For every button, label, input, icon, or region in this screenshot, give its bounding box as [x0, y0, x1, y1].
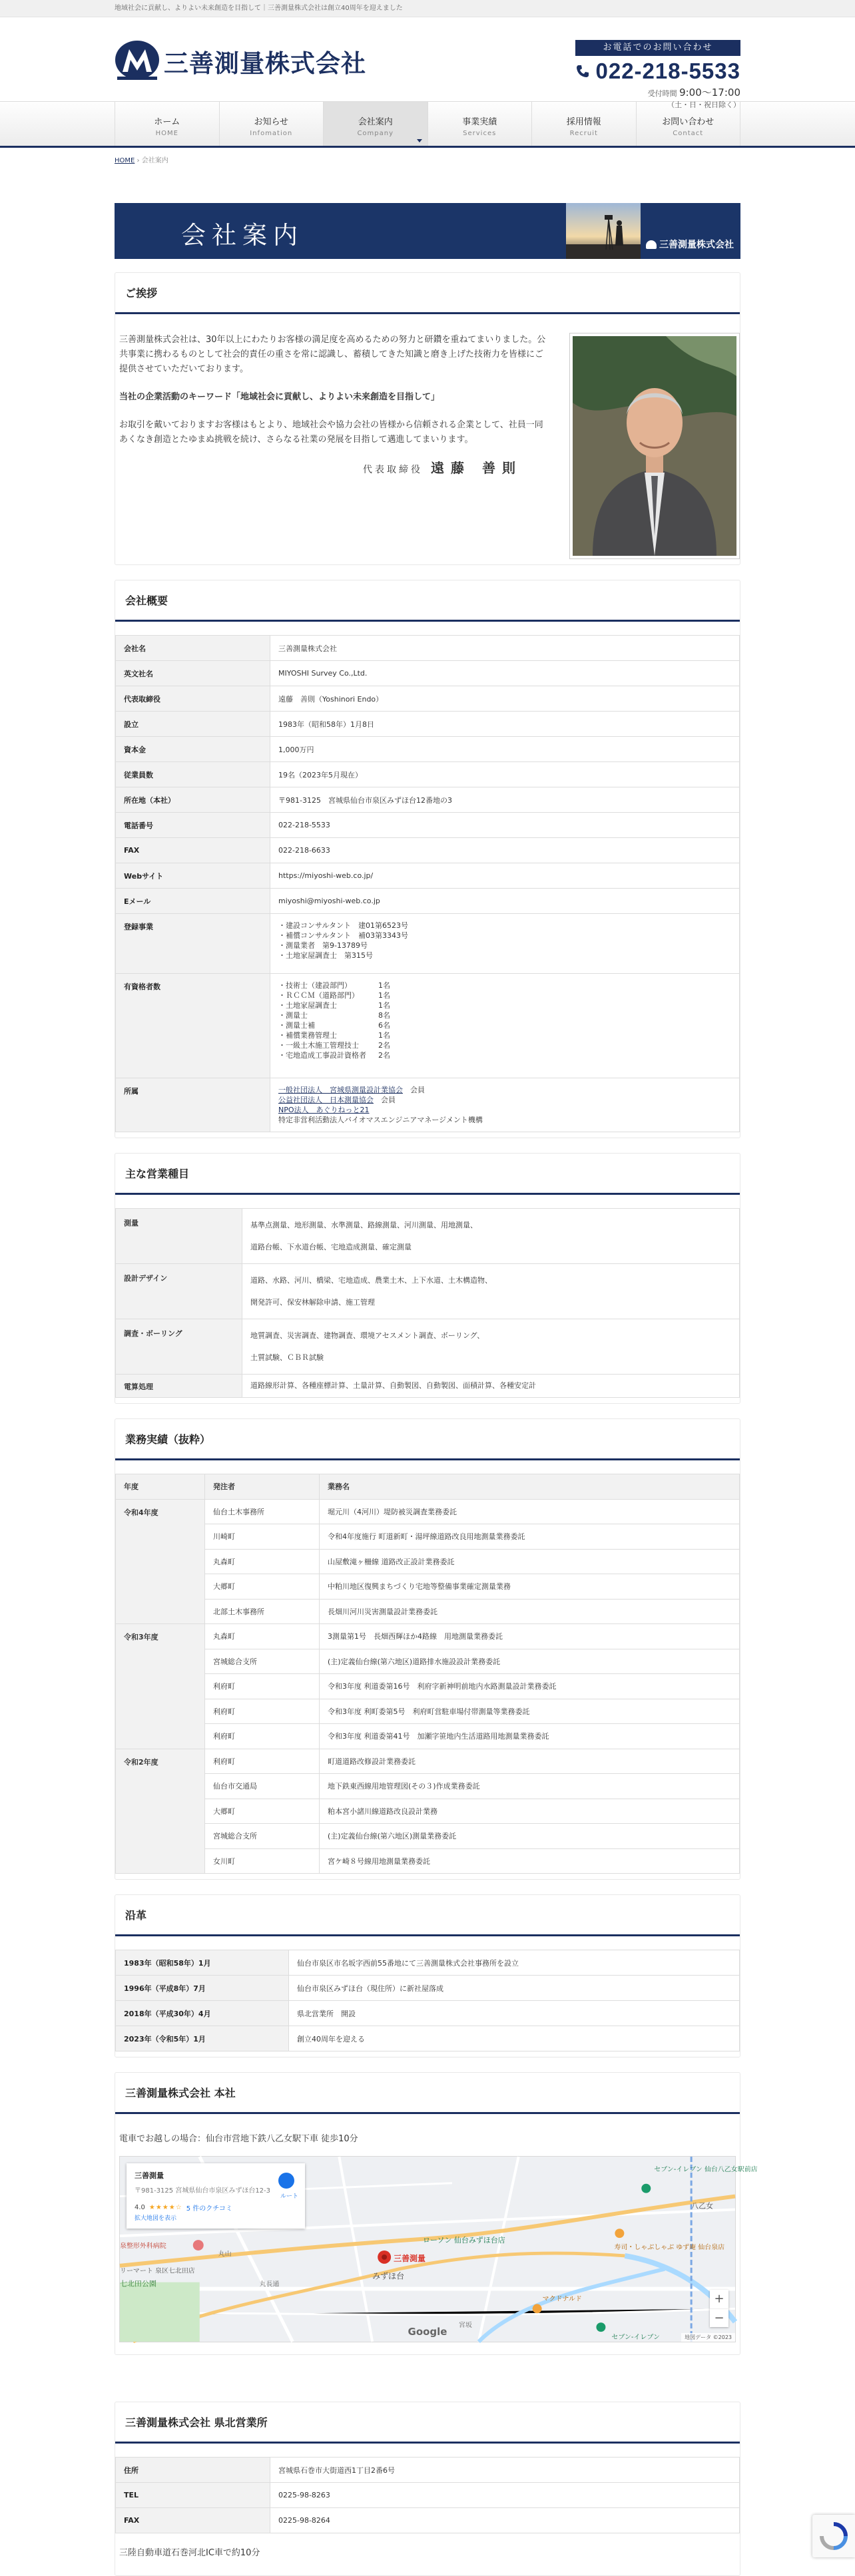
qual-count: 8名	[378, 1011, 390, 1020]
year-cell: 令和2年度	[116, 1749, 205, 1874]
row-label: 電話番号	[116, 813, 270, 838]
row-value: 1983年（昭和58年）1月8日	[270, 712, 740, 737]
column-header: 業務名	[320, 1474, 740, 1500]
table-row	[116, 1950, 740, 1976]
row-value: 0225-98-8264	[270, 2508, 740, 2533]
hours-note: （土・日・祝日除く）	[667, 101, 740, 109]
map-credit: 地図データ ©2023	[681, 2333, 735, 2342]
signature-title: 代表取締役	[363, 465, 424, 475]
work-name-cell: (主)定義仙台線(第六地区)道路排水施設設計業務委託	[320, 1649, 740, 1674]
signature-name: 遠藤 善則	[431, 460, 522, 476]
overview-section	[115, 580, 740, 1138]
list-item: ・土地家屋調査士 第315号	[278, 951, 373, 960]
nav-label: お問い合わせ	[662, 117, 714, 127]
list-item: ・測量業者 第9-13789号	[278, 941, 368, 950]
table-header-row	[116, 1474, 740, 1500]
column-header: 発注者	[205, 1474, 320, 1500]
nav-home[interactable]	[115, 102, 219, 146]
row-label: 英文社名	[116, 661, 270, 686]
row-value	[242, 1264, 740, 1319]
view-larger-map-link[interactable]: 拡大地図を表示	[135, 2215, 177, 2222]
map-label-mizuho: みずほ台	[372, 2271, 405, 2281]
table-row	[116, 813, 740, 838]
business-table	[115, 1208, 740, 1398]
table-row	[116, 787, 740, 813]
membership-suffix: 会員	[403, 1086, 425, 1094]
qual-name: ・技術士（建設部門）	[278, 981, 352, 990]
association-link[interactable]: 公益社団法人 日本測量協会	[278, 1096, 374, 1104]
business-section	[115, 1153, 740, 1404]
qual-name: ・測量士補	[278, 1021, 315, 1030]
work-name-cell: 令和4年度施行 町道新町・湯坪線道路改良用地測量業務委託	[320, 1524, 740, 1550]
year-cell: 令和4年度	[116, 1499, 205, 1624]
nav-label: お知らせ	[254, 117, 289, 127]
greeting-paragraph: 三善測量株式会社は、30年以上にわたりお客様の満足度を高めるための努力と研鑽を重ねてまいりました。公共事業に携わるものとして社会的責任の重さを常に認識し、蓄積してきた知識と磨き上げた技術力を皆様にご提供させていただいております。	[119, 335, 546, 374]
row-value: 1,000万円	[270, 737, 740, 762]
row-label: 登録事業	[116, 914, 270, 974]
access-note: 電車でお越しの場合：仙台市営地下鉄八乙女駅下車 徒歩10分	[119, 2134, 358, 2144]
active-indicator-icon	[417, 139, 422, 142]
client-cell: 利府町	[205, 1699, 320, 1724]
map-label-uchi: 宮坂	[458, 2322, 472, 2330]
table-row	[116, 1649, 740, 1674]
client-cell: 仙台土木事務所	[205, 1499, 320, 1524]
table-row	[116, 1524, 740, 1550]
table-row	[116, 1674, 740, 1699]
banner-logo	[646, 238, 734, 251]
row-label: 所属	[116, 1078, 270, 1132]
nav-label: ホーム	[154, 117, 180, 127]
membership-suffix: 会員	[374, 1096, 396, 1104]
list-item	[278, 1030, 731, 1040]
row-value	[242, 1319, 740, 1375]
work-name-cell: 令和3年度 利道委第16号 利府字新神明前地内水路測量設計業務委託	[320, 1674, 740, 1699]
route-icon[interactable]	[278, 2173, 294, 2189]
column-header: 年度	[116, 1474, 205, 1500]
list-item	[278, 1000, 731, 1010]
row-label: 設立	[116, 712, 270, 737]
list-item	[278, 990, 731, 1000]
row-value: 三善測量株式会社	[270, 636, 740, 661]
table-row	[116, 1749, 740, 1774]
qual-count: 2名	[378, 1051, 390, 1060]
work-name-cell: 粕本宮小諸川線道路改良設計業務	[320, 1799, 740, 1824]
history-date: 2018年（平成30年）4月	[116, 2001, 289, 2026]
site-header	[115, 17, 740, 109]
north-office-section	[115, 2402, 740, 2576]
row-label: Eメール	[116, 889, 270, 914]
nav-recruit[interactable]	[531, 102, 636, 146]
row-value: 遠藤 善則（Yoshinori Endo）	[270, 686, 740, 712]
client-cell: 大郷町	[205, 1574, 320, 1600]
list-item	[278, 1020, 731, 1030]
row-value: 0225-98-8263	[270, 2483, 740, 2508]
zoom-controls	[710, 2290, 728, 2327]
client-cell: 仙台市交通局	[205, 1774, 320, 1799]
north-office-access: 三陸自動車道石巻河北IC車で約10分	[119, 2548, 260, 2558]
qual-name: ・ＲＣＣＭ（道路部門）	[278, 991, 359, 1000]
history-date: 1983年（昭和58年）1月	[116, 1950, 289, 1976]
row-label: TEL	[116, 2483, 270, 2508]
row-label: 資本金	[116, 737, 270, 762]
qual-name: ・土地家屋調査士	[278, 1001, 337, 1010]
work-name-cell: 地下鉄東西線用地管理図(その３)作成業務委託	[320, 1774, 740, 1799]
history-table	[115, 1950, 740, 2051]
nav-contact[interactable]	[636, 102, 741, 146]
list-item: ・補償コンサルタント 補03第3343号	[278, 931, 409, 940]
phone-icon	[575, 64, 590, 79]
nav-label: 会社案内	[358, 117, 393, 127]
table-row	[116, 1824, 740, 1849]
top-bar	[0, 0, 855, 17]
qual-count: 6名	[378, 1021, 390, 1030]
header-contact	[575, 40, 740, 110]
business-line: 道路線形計算、各種座標計算、土量計算、自動製図、自動製図、面積計算、各種安定計	[250, 1381, 536, 1390]
hours-label: 受付時間	[647, 89, 677, 98]
client-cell: 丸森町	[205, 1549, 320, 1574]
header-tel[interactable]	[575, 59, 740, 84]
nav-sublabel: Company	[357, 130, 394, 137]
client-cell: 北部土木事務所	[205, 1599, 320, 1624]
map-place-card	[127, 2163, 305, 2229]
row-label: 従業員数	[116, 762, 270, 787]
business-line: 土質試験、ＣＢＲ試験	[250, 1353, 324, 1362]
work-name-cell: 令和3年度 利道委第41号 加瀬字笹地内生活道路用地測量業務委託	[320, 1724, 740, 1749]
client-cell: 大郷町	[205, 1799, 320, 1824]
year-cell: 令和3年度	[116, 1624, 205, 1749]
client-cell: 利府町	[205, 1724, 320, 1749]
qual-name: ・補償業務管理士	[278, 1031, 337, 1040]
table-row	[116, 712, 740, 737]
section-heading: 三善測量株式会社 県北営業所	[125, 2416, 268, 2429]
president-portrait	[569, 333, 740, 559]
map-label-lawson: ローソン 仙台みずほ台店	[423, 2236, 505, 2245]
qual-count: 2名	[378, 1041, 390, 1050]
list-item	[278, 1050, 731, 1060]
history-event: 仙台市泉区市名坂字西前55番地にて三善測量株式会社事務所を設立	[289, 1950, 740, 1976]
table-row	[116, 2001, 740, 2026]
list-item	[278, 1040, 731, 1050]
row-value	[242, 1375, 740, 1398]
client-cell: 宮城総合支所	[205, 1824, 320, 1849]
map-label-sushi: 寿司・しゃぶしゃぶ ゆず庵 仙台泉店	[614, 2244, 725, 2251]
banner-logo-text: 三善測量株式会社	[659, 240, 734, 250]
nav-services[interactable]	[428, 102, 532, 146]
history-section	[115, 1894, 740, 2057]
table-row	[116, 1699, 740, 1724]
row-value: 19名（2023年5月現在）	[270, 762, 740, 787]
tel-number: 022-218-5533	[595, 59, 740, 83]
row-label: Webサイト	[116, 863, 270, 889]
nav-sublabel: Infomation	[250, 130, 293, 137]
head-office-section	[115, 2072, 758, 2355]
row-label: 電算処理	[116, 1375, 242, 1398]
client-cell: 利府町	[205, 1674, 320, 1699]
reviews-link[interactable]: 5 件のクチコミ	[186, 2205, 232, 2213]
nav-sublabel: Recruit	[569, 130, 598, 137]
row-label: 調査・ボーリング	[116, 1319, 242, 1375]
table-row	[116, 2458, 740, 2483]
map-label-yaotome: 八乙女	[691, 2201, 714, 2211]
qual-count: 1名	[378, 981, 390, 990]
table-row	[116, 1209, 740, 1264]
zoom-out-button[interactable]: −	[710, 2308, 728, 2327]
history-event: 県北営業所 開設	[289, 2001, 740, 2026]
row-value: 022-218-6633	[270, 838, 740, 863]
list-item	[278, 980, 731, 990]
list-item	[278, 1010, 731, 1020]
breadcrumb-current: 会社案内	[141, 157, 168, 164]
registration-list	[270, 914, 740, 974]
breadcrumb	[115, 148, 740, 164]
star-icons: ★★★★☆	[148, 2204, 182, 2211]
membership-list	[270, 1078, 740, 1132]
table-row	[116, 1624, 740, 1649]
zoom-in-button[interactable]: +	[714, 2292, 724, 2306]
business-line: 地質調査、災害調査、建物調査、環境アセスメント調査、ボーリング、	[250, 1331, 485, 1340]
history-event: 仙台市泉区みずほ台（現住所）に新社屋落成	[289, 1976, 740, 2001]
table-row	[116, 838, 740, 863]
client-cell: 丸森町	[205, 1624, 320, 1649]
table-row	[116, 762, 740, 787]
table-row	[116, 1549, 740, 1574]
row-value: MIYOSHI Survey Co.,Ltd.	[270, 661, 740, 686]
nav-information[interactable]	[219, 102, 324, 146]
place-address: 〒981-3125 宮城県仙台市泉区みずほ台12-3	[135, 2187, 271, 2195]
banner-logo-icon	[646, 240, 657, 249]
list-item: ・建設コンサルタント 建01第6523号	[278, 921, 409, 930]
table-row	[116, 2026, 740, 2051]
table-row	[116, 1078, 740, 1132]
row-label: 有資格者数	[116, 974, 270, 1078]
site-tagline: 地域社会に貢献し、よりよい未来創造を目指して｜三善測量株式会社は創立40周年を迎えました	[115, 5, 403, 12]
row-label: 住所	[116, 2458, 270, 2483]
work-name-cell: 堀元川（4河川）堤防被災調査業務委託	[320, 1499, 740, 1524]
table-row	[116, 1319, 740, 1375]
table-row	[116, 661, 740, 686]
table-row	[116, 1375, 740, 1398]
work-name-cell: 中粕川地区復興まちづくり宅地等整備事業確定測量業務	[320, 1574, 740, 1600]
nav-sublabel: Contact	[673, 130, 704, 137]
list-item	[278, 1105, 731, 1115]
map-label-park: 七北田公園	[120, 2279, 156, 2288]
table-row	[116, 1848, 740, 1874]
map-marker-label: 三善測量	[394, 2253, 426, 2263]
table-row	[116, 636, 740, 661]
list-item	[278, 1095, 731, 1105]
google-map[interactable]	[119, 2156, 758, 2342]
qual-name: ・一級土木施工管理技士	[278, 1041, 359, 1050]
work-name-cell: 町道道路改修設計業務委託	[320, 1749, 740, 1774]
portrait-image	[573, 336, 736, 556]
map-label-mcd: マクドナルド	[542, 2295, 582, 2303]
qual-name: ・測量士	[278, 1011, 308, 1020]
qual-count: 1名	[378, 991, 390, 1000]
business-line: 道路台帳、下水道台帳、宅地造成測量、確定測量	[250, 1243, 412, 1251]
works-table	[115, 1474, 740, 1874]
client-cell: 利府町	[205, 1749, 320, 1774]
email-link[interactable]: miyoshi@miyoshi-web.co.jp	[270, 889, 740, 914]
work-name-cell: 長畑川河川災害測量設計業務委託	[320, 1599, 740, 1624]
row-value	[242, 1209, 740, 1264]
history-date: 2023年（令和5年）1月	[116, 2026, 289, 2051]
map-label-market: リーマート 泉区七北田店	[120, 2267, 195, 2275]
greeting-section	[115, 272, 740, 565]
row-label: 会社名	[116, 636, 270, 661]
recaptcha-badge[interactable]	[812, 2515, 855, 2557]
table-row	[116, 1724, 740, 1749]
association-link[interactable]: 一般社団法人 宮城県測量設計業協会	[278, 1086, 403, 1094]
north-office-table	[115, 2457, 740, 2533]
section-heading: ご挨拶	[125, 287, 158, 300]
nav-label: 採用情報	[566, 117, 601, 127]
map-label-hospital: 泉整形外科病院	[120, 2243, 166, 2251]
business-line: 基準点測量、地形測量、水準測量、路線測量、河川測量、用地測量、	[250, 1221, 477, 1229]
route-label[interactable]: ルート	[280, 2193, 298, 2200]
company-name: 三善測量株式会社	[164, 49, 366, 78]
history-event: 創立40周年を迎える	[289, 2026, 740, 2051]
recaptcha-icon	[812, 2515, 855, 2557]
row-value: 〒981-3125 宮城県仙台市泉区みずほ台12番地の3	[270, 787, 740, 813]
table-row	[116, 1599, 740, 1624]
nav-sublabel: HOME	[155, 130, 178, 137]
page-title: 会社案内	[181, 221, 304, 250]
row-label: 設計デザイン	[116, 1264, 242, 1319]
breadcrumb-separator: ›	[137, 157, 140, 164]
contact-label: お電話でのお問い合わせ	[575, 40, 740, 56]
table-row	[116, 2483, 740, 2508]
map-label-maruyama: 丸山	[218, 2250, 232, 2258]
qual-count: 1名	[378, 1031, 390, 1040]
table-row	[116, 1774, 740, 1799]
work-name-cell: 令和3年度 利町委第5号 利府町営駐車場付帯測量等業務委託	[320, 1699, 740, 1724]
row-value: 022-218-5533	[270, 813, 740, 838]
row-label: FAX	[116, 2508, 270, 2533]
table-row	[116, 737, 740, 762]
business-line: 道路、水路、河川、橋梁、宅地造成、農業土木、上下水道、土木構造物、	[250, 1276, 492, 1285]
table-row	[116, 1799, 740, 1824]
nav-sublabel: Services	[463, 130, 497, 137]
work-name-cell: 山屋敷滝ヶ柵線 道路改正設計業務委託	[320, 1549, 740, 1574]
section-heading: 業務実績（抜粋）	[125, 1433, 211, 1446]
website-link[interactable]: https://miyoshi-web.co.jp/	[270, 863, 740, 889]
table-row	[116, 863, 740, 889]
greeting-keyword: 当社の企業活動のキーワード「地域社会に貢献し、よりよい未来創造を目指して」	[119, 392, 440, 402]
table-row	[116, 686, 740, 712]
site-logo[interactable]	[115, 40, 366, 83]
section-heading: 会社概要	[125, 594, 168, 607]
president-signature	[119, 461, 522, 477]
main-content	[115, 203, 758, 2576]
map-label-maruyama-dori: 丸長通	[259, 2280, 280, 2288]
client-cell: 川崎町	[205, 1524, 320, 1550]
list-item: 特定非営利活動法人バイオマスエンジニアマネージメント機構	[278, 1116, 483, 1124]
list-item	[278, 1085, 731, 1095]
google-logo: Google	[408, 2326, 447, 2338]
table-row	[116, 2508, 740, 2533]
table-row	[116, 914, 740, 974]
overview-table	[115, 635, 740, 1132]
place-name: 三善測量	[135, 2171, 164, 2180]
table-row	[116, 974, 740, 1078]
breadcrumb-home-link[interactable]: HOME	[115, 157, 135, 164]
qualification-list	[270, 974, 740, 1078]
table-row	[116, 1499, 740, 1524]
work-name-cell: 宮ケ崎８号線用地測量業務委託	[320, 1848, 740, 1874]
nav-company[interactable]	[323, 102, 428, 146]
row-value: 宮城県石巻市大街道西1丁目2番6号	[270, 2458, 740, 2483]
place-rating	[135, 2203, 297, 2213]
qual-count: 1名	[378, 1001, 390, 1010]
section-heading: 沿革	[125, 1909, 147, 1922]
greeting-paragraph: お取引を戴いておりますお客様はもとより、地域社会や協力会社の皆様から信頼される企業として、社員一同あくなき創造とたゆまぬ挑戦を続け、さらなる社業の発展を目指して邁進してまいります。	[119, 420, 543, 445]
hours-value: 9:00〜17:00	[679, 87, 740, 99]
table-row	[116, 1976, 740, 2001]
nav-label: 事業実績	[462, 117, 497, 127]
section-heading: 三善測量株式会社 本社	[125, 2087, 236, 2099]
qual-name: ・宅地造成工事設計資格者	[278, 1051, 366, 1060]
surveyor-photo	[566, 203, 641, 259]
work-name-cell: 3測量第1号 長畑西輝ほか4路線 用地測量業務委託	[320, 1624, 740, 1649]
client-cell: 宮城総合支所	[205, 1649, 320, 1674]
company-logo-icon	[115, 40, 160, 83]
section-heading: 主な営業種目	[125, 1168, 190, 1180]
row-label: FAX	[116, 838, 270, 863]
table-row	[116, 1574, 740, 1600]
page-banner	[115, 203, 740, 259]
row-label: 代表取締役	[116, 686, 270, 712]
map-label-seven1: セブン-イレブン 仙台八乙女駅前店	[654, 2165, 758, 2173]
rating-value: 4.0	[135, 2204, 145, 2211]
history-date: 1996年（平成8年）7月	[116, 1976, 289, 2001]
map-label-seven2: セブン-イレブン	[611, 2334, 660, 2342]
association-link[interactable]: NPO法人 あぐりねっと21	[278, 1106, 370, 1114]
table-row	[116, 889, 740, 914]
works-section	[115, 1418, 740, 1880]
row-label: 所在地（本社）	[116, 787, 270, 813]
business-line: 開発許可、保安林解除申請、施工管理	[250, 1298, 375, 1307]
table-row	[116, 1264, 740, 1319]
work-name-cell: (主)定義仙台線(第六地区)測量業務委託	[320, 1824, 740, 1849]
row-label: 測量	[116, 1209, 242, 1264]
client-cell: 女川町	[205, 1848, 320, 1874]
global-nav	[0, 101, 855, 148]
